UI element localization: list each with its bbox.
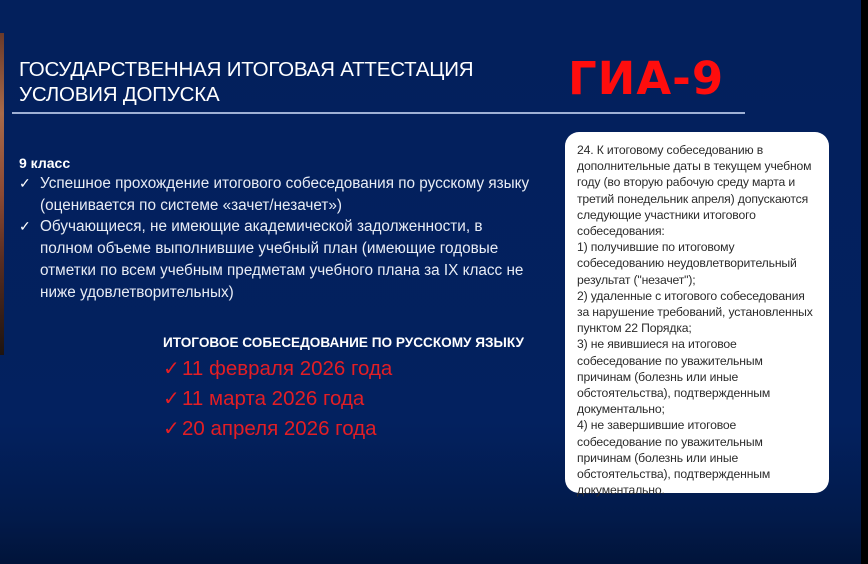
checkmark-icon: ✓ [163, 418, 180, 440]
checkmark-icon: ✓ [163, 358, 180, 380]
left-edge-image-strip [0, 33, 4, 355]
oral-exam-heading: ИТОГОВОЕ СОБЕСЕДОВАНИЕ ПО РУССКОМУ ЯЗЫКУ [163, 335, 524, 350]
regulation-intro: 24. К итоговому собеседованию в дополнительные даты в текущем учебном году (во вторую рабочую среду марта и третий понедельник апреля) допускаются следующие участники итогового собеседования: [577, 143, 812, 239]
regulation-item: 2) удаленные с итогового собеседования за нарушение требований, установленных пунктом 22 Порядка; [577, 288, 813, 336]
requirement-item [19, 173, 539, 216]
date-text: 11 февраля 2026 года [182, 357, 393, 380]
grade-label: 9 класс [19, 155, 71, 171]
date-item [163, 384, 392, 414]
date-item [163, 414, 392, 444]
regulation-item: 1) получившие по итоговому собеседованию неудовлетворительный результат ("незачет"); [577, 240, 797, 287]
regulation-info-box [565, 132, 829, 498]
requirements-list [19, 173, 539, 303]
gia-badge: ГИА-9 [568, 52, 725, 105]
title-line-2: УСЛОВИЯ ДОПУСКА [19, 83, 220, 106]
oral-exam-dates [163, 354, 392, 444]
checkmark-icon: ✓ [19, 175, 31, 191]
requirement-text: Обучающиеся, не имеющие академической задолженности, в полном объеме выполнившие учебный план (имеющие годовые отметки по всем учебным предметам учебного плана за IX класс не ниже удовлетворительных) [40, 218, 524, 301]
requirement-text: Успешное прохождение итогового собеседования по русскому языку (оценивается по системе «зачет/незачет») [40, 175, 530, 214]
header-divider [12, 112, 745, 114]
regulation-item: 3) не явившиеся на итоговое собеседование по уважительным причинам (болезнь или иные обстоятельства), подтвержденным документально; [577, 337, 771, 417]
date-text: 11 марта 2026 года [182, 387, 365, 410]
regulation-item: 4) не завершившие итоговое собеседование по уважительным причинам (болезнь или иные обстоятельства), подтвержденным документально. [577, 418, 771, 498]
checkmark-icon: ✓ [163, 388, 180, 410]
title-line-1: ГОСУДАРСТВЕННАЯ ИТОГОВАЯ АТТЕСТАЦИЯ [19, 58, 474, 81]
date-text: 20 апреля 2026 года [182, 417, 377, 440]
date-item [163, 354, 392, 384]
requirement-item [19, 216, 539, 303]
checkmark-icon: ✓ [19, 218, 31, 235]
page-title [19, 57, 473, 107]
